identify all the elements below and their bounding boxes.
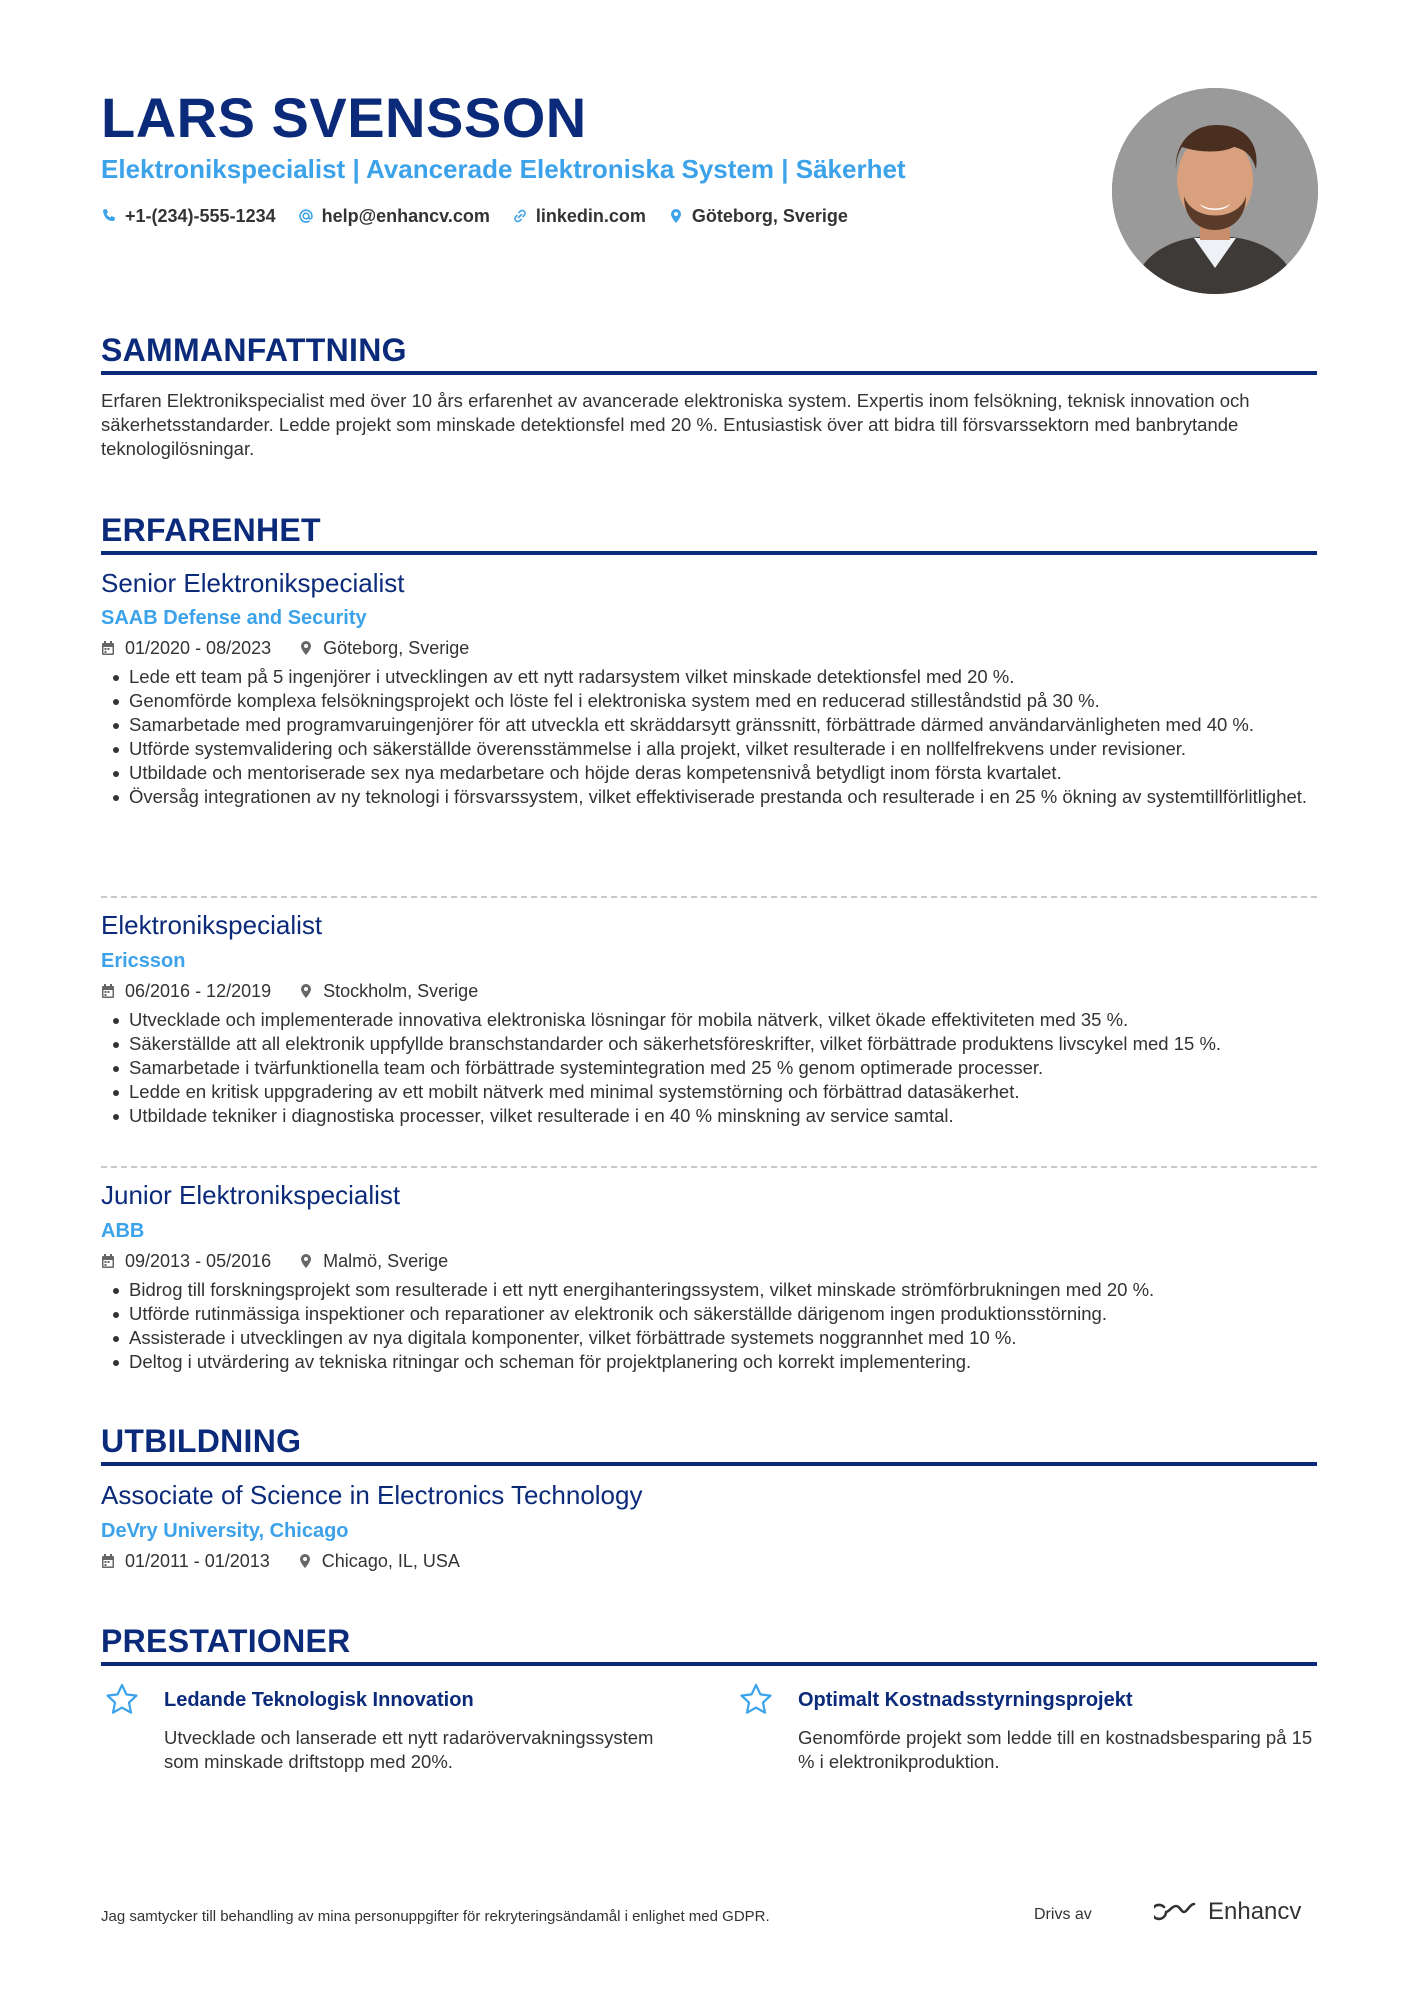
location-pin-icon [668, 208, 684, 224]
job-location: Malmö, Sverige [323, 1251, 449, 1271]
degree-title: Associate of Science in Electronics Technology [101, 1480, 643, 1510]
brand-name: Enhancv [1208, 1898, 1302, 1925]
company-name: SAAB Defense and Security [101, 607, 367, 629]
job-title: Elektronikspecialist [101, 910, 323, 940]
list-item: Utvecklade och implementerade innovativa elektroniska lösningar för mobila nätverk, vilket ökade effektiviteten med 35 %. [101, 1008, 1317, 1032]
achievement-item [738, 1682, 1318, 1792]
contact-bar [101, 204, 848, 228]
list-item: Lede ett team på 5 ingenjörer i utvecklingen av ett nytt radarsystem vilket minskade detektionsfel med 20 %. [101, 665, 1317, 689]
headline: Elektronikspecialist | Avancerade Elektroniska System | Säkerhet [101, 154, 906, 184]
achievement-title: Ledande Teknologisk Innovation [164, 1689, 474, 1711]
section-divider [101, 551, 1317, 555]
job-dates: 06/2016 - 12/2019 [125, 981, 272, 1001]
phone-icon [101, 208, 117, 224]
job-meta [101, 636, 469, 660]
calendar-icon [101, 1553, 115, 1569]
job-dates: 09/2013 - 05/2016 [125, 1251, 272, 1271]
education-dates: 01/2011 - 01/2013 [125, 1551, 270, 1571]
education-location: Chicago, IL, USA [321, 1551, 460, 1571]
location-pin-icon [299, 983, 313, 999]
calendar-icon [101, 1253, 115, 1269]
section-title-achievements: PRESTATIONER [101, 1623, 351, 1659]
star-icon [738, 1682, 774, 1718]
education-meta [101, 1549, 460, 1573]
job-dates: 01/2020 - 08/2023 [125, 638, 272, 658]
job-bullets [101, 1278, 1317, 1374]
job-meta [101, 1249, 448, 1273]
school-name: DeVry University, Chicago [101, 1520, 349, 1542]
list-item: Översåg integrationen av ny teknologi i försvarssystem, vilket effektiviserade prestanda och resulterade i en 25 % ökning av systemtillförlitlighet. [101, 785, 1317, 809]
section-divider [101, 371, 1317, 375]
contact-linkedin[interactable] [512, 204, 646, 228]
section-title-summary: SAMMANFATTNING [101, 332, 407, 368]
contact-phone[interactable] [101, 204, 276, 228]
list-item: Utbildade och mentoriserade sex nya medarbetare och höjde deras kompetensnivå betydligt inom första kvartalet. [101, 761, 1317, 785]
at-icon [298, 208, 314, 224]
list-item: Assisterade i utvecklingen av nya digitala komponenter, vilket förbättrade systemets noggrannhet med 10 %. [101, 1326, 1317, 1350]
list-item: Utförde rutinmässiga inspektioner och reparationer av elektronik och säkerställde därigenom ingen produktionsstörning. [101, 1302, 1317, 1326]
profile-photo-illustration [1112, 88, 1318, 294]
email-text: help@enhancv.com [321, 206, 490, 226]
section-divider [101, 1462, 1317, 1466]
brand-logo[interactable] [1154, 1898, 1301, 1926]
job-separator [101, 896, 1317, 898]
list-item: Samarbetade i tvärfunktionella team och förbättrade systemintegration med 25 % genom optimerade processer. [101, 1056, 1317, 1080]
job-meta [101, 979, 478, 1003]
list-item: Utbildade tekniker i diagnostiska processer, vilket resulterade i en 40 % minskning av service samtal. [101, 1104, 1317, 1128]
location-pin-icon [299, 1253, 313, 1269]
profile-photo [1112, 88, 1318, 294]
job-bullets [101, 1008, 1317, 1128]
summary-text: Erfaren Elektronikspecialist med över 10 års erfarenhet av avancerade elektroniska system. Expertis inom felsökning, teknisk innovation och säkerhetsstandarder. Ledde projekt som minskade detektionsfel med 20 %. Entusiastisk över att bidra till försvarssektorn med banbrytande teknologilösningar. [101, 390, 1250, 459]
link-icon [512, 208, 528, 224]
job-bullets [101, 665, 1317, 809]
location-pin-icon [299, 640, 313, 656]
location-text: Göteborg, Sverige [691, 206, 848, 226]
list-item: Ledde en kritisk uppgradering av ett mobilt nätverk med minimal systemstörning och förbättrad datasäkerhet. [101, 1080, 1317, 1104]
list-item: Genomförde komplexa felsökningsprojekt och löste fel i elektroniska system med en reducerad stilleståndstid på 30 %. [101, 689, 1317, 713]
phone-text: +1-(234)-555-1234 [125, 206, 276, 226]
job-location: Stockholm, Sverige [323, 981, 479, 1001]
star-icon [104, 1682, 140, 1718]
company-name: Ericsson [101, 950, 186, 972]
candidate-name: LARS SVENSSON [101, 86, 587, 149]
calendar-icon [101, 983, 115, 999]
gdpr-consent: Jag samtycker till behandling av mina personuppgifter för rekryteringsändamål i enlighet med GDPR. [101, 1908, 770, 1925]
calendar-icon [101, 640, 115, 656]
achievement-title: Optimalt Kostnadsstyrningsprojekt [798, 1689, 1133, 1711]
contact-email[interactable] [298, 204, 490, 228]
enhancv-logo-icon [1154, 1900, 1200, 1924]
list-item: Samarbetade med programvaruingenjörer för att utveckla ett skräddarsytt gränssnitt, förbättrade därmed användarvänligheten med 40 %. [101, 713, 1317, 737]
contact-location [668, 204, 848, 228]
job-location: Göteborg, Sverige [323, 638, 470, 658]
linkedin-text: linkedin.com [535, 206, 646, 226]
achievement-desc: Genomförde projekt som ledde till en kostnadsbesparing på 15 % i elektronikproduktion. [798, 1727, 1313, 1772]
achievement-item [104, 1682, 704, 1792]
job-title: Senior Elektronikspecialist [101, 568, 405, 598]
list-item: Utförde systemvalidering och säkerställde överensstämmelse i alla projekt, vilket resulterade i en nollfelfrekvens under revisioner. [101, 737, 1317, 761]
company-name: ABB [101, 1220, 145, 1242]
list-item: Bidrog till forskningsprojekt som resulterade i ett nytt energihanteringssystem, vilket minskade strömförbrukningen med 20 %. [101, 1278, 1317, 1302]
achievement-desc: Utvecklade och lanserade ett nytt radarövervakningssystem som minskade driftstopp med 20%. [164, 1727, 654, 1772]
section-divider [101, 1662, 1317, 1666]
location-pin-icon [298, 1553, 312, 1569]
job-separator [101, 1166, 1317, 1168]
list-item: Säkerställde att all elektronik uppfyllde branschstandarder och säkerhetsföreskrifter, vilket förbättrade produktens livscykel med 15 %. [101, 1032, 1317, 1056]
powered-by-label: Drivs av [1034, 1906, 1092, 1923]
job-title: Junior Elektronikspecialist [101, 1180, 401, 1210]
section-title-experience: ERFARENHET [101, 512, 321, 548]
section-title-education: UTBILDNING [101, 1423, 302, 1459]
list-item: Deltog i utvärdering av tekniska ritningar och scheman för projektplanering och korrekt implementering. [101, 1350, 1317, 1374]
